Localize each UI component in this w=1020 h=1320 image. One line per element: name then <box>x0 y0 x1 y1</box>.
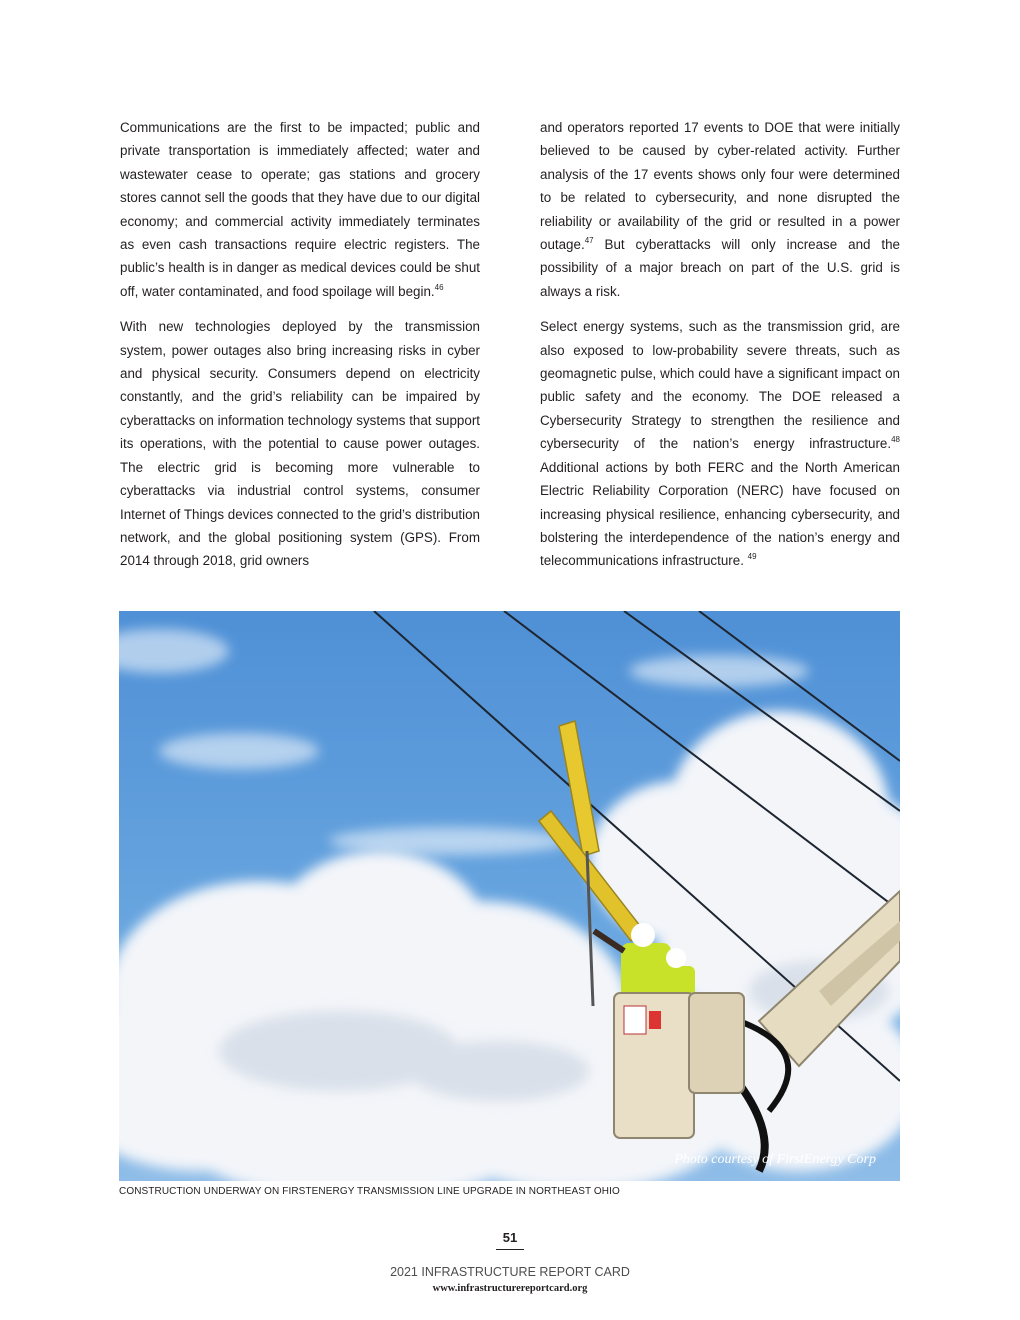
footnote-ref[interactable]: 47 <box>584 236 594 246</box>
page-number: 51 <box>502 1230 518 1245</box>
page-number-rule <box>496 1249 524 1250</box>
footnote-ref[interactable]: 46 <box>434 282 444 292</box>
paragraph: Communications are the first to be impacted; public and private transportation is immediately affected; water and wastewater cease to operate; gas stations and grocery stores cannot sell the goods that they have due to our digital economy; and commercial activity immediately terminates as even cash transactions require electric registers. The public’s health is in danger as medical devices could be shut off, water contaminated, and food spoilage will begin.$^{46}$ <box>120 120 480 299</box>
paragraph: Select energy systems, such as the transmission grid, are also exposed to low-probability severe threats, such as geomagnetic pulse, which could have a significant impact on public safety and the economy. The DOE released a Cybersecurity Strategy to strengthen the resilience and cybersecurity of the nation’s energy infrastructure.$^{48}$ Additional actions by both FERC and the North American Electric Reliability Corporation (NERC) have focused on increasing physical resilience, enhancing cybersecurity, and bolstering the interdependence of the nation’s energy and telecommunications infrastructure. $^{49}$ <box>540 319 900 569</box>
photo-illustration <box>119 611 900 1181</box>
paragraph: With new technologies deployed by the transmission system, power outages also bring increasing risks in cyber and physical security. Consumers depend on electricity constantly, and the grid’s reliability can be impaired by cyberattacks on information technology systems that support its operations, with the potential to cause power outages. The electric grid is becoming more vulnerable to cyberattacks via industrial control systems, consumer Internet of Things devices connected to the grid’s distribution network, and the global positioning system (GPS). From 2014 through 2018, grid owners <box>120 319 480 569</box>
photo-caption: CONSTRUCTION UNDERWAY ON FIRSTENERGY TRANSMISSION LINE UPGRADE IN NORTHEAST OHIO <box>119 1186 620 1197</box>
lineworkers-photo <box>119 611 900 1181</box>
left-column <box>120 116 480 585</box>
photo-credit: Photo courtesy of FirstEnergy Corp <box>674 1152 876 1167</box>
paragraph: and operators reported 17 events to DOE that were initially believed to be caused by cyber-related activity. Further analysis of the 17 events shows only four were determined to be related to cybersecurity, and none disrupted the reliability or availability of the grid or resulted in a power outage.$^{47}$ But cyberattacks will only increase and the possibility of a major breach on part of the U.S. grid is always a risk. <box>540 120 900 299</box>
footnote-ref[interactable]: 48 <box>891 435 900 445</box>
footer-title: 2021 INFRASTRUCTURE REPORT CARD <box>390 1265 630 1279</box>
footnote-ref[interactable]: 49 <box>747 552 757 562</box>
right-column <box>540 116 900 585</box>
footer-url[interactable]: www.infrastructurereportcard.org <box>432 1283 588 1294</box>
